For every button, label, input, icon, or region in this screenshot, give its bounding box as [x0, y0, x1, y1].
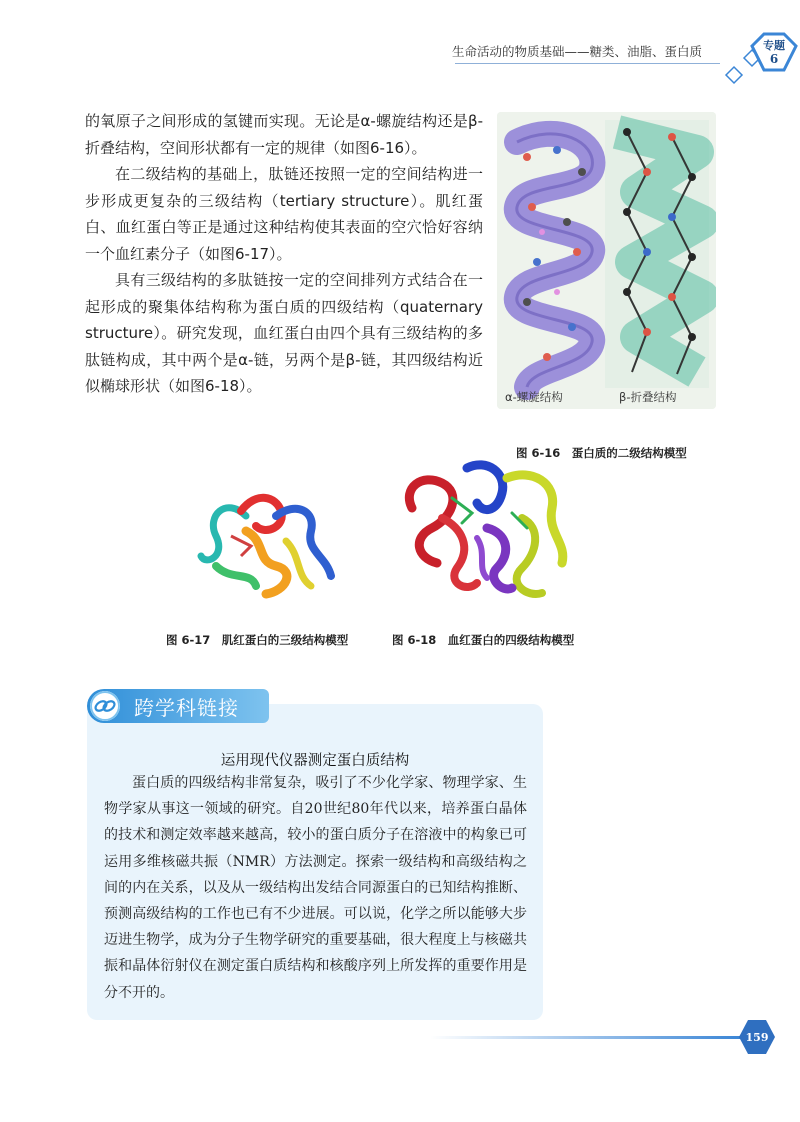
myoglobin-tertiary-image [186, 486, 346, 604]
page-number-badge [738, 1018, 776, 1056]
body-text [85, 108, 483, 400]
badge-label: 专题 [763, 39, 785, 52]
box-text: 蛋白质的四级结构非常复杂，吸引了不少化学家、物理学家、生物学家从事这一领域的研究。自20世纪80年代以来，培养蛋白晶体的技术和测定效率越来越高，较小的蛋白质分子在溶液中的构象已可运用多维核磁共振（NMR）方法测定。探索一级结构和高级结构之间的内在关系，以及从一级结构出发结合同源蛋白的已知结构推断、预测高级结构的工作也已有不少进展。可以说，化学之所以能够大步迈进生物学，成为分子生物学研究的重要基础，很大程度上与核磁共振和晶体衍射仪在测定蛋白质结构和核酸序列上所发挥的重要作用是分不开的。 [104, 775, 527, 1001]
paragraph-2: 在二级结构的基础上，肽链还按照一定的空间结构进一步形成更复杂的三级结构（tertiary structure）。肌红蛋白、血红蛋白等正是通过这种结构使其表面的空穴恰好容纳一个血红素分子（如图6-17）。 [85, 165, 483, 263]
secondary-structure-image [497, 112, 716, 409]
chapter-badge [722, 30, 800, 90]
box-title: 运用现代仪器测定蛋白质结构 [220, 753, 410, 769]
figure-6-18-caption: 图 6-18 血红蛋白的四级结构模型 [392, 633, 575, 647]
paragraph-3: 具有三级结构的多肽链按一定的空间排列方式结合在一起形成的聚集体结构称为蛋白质的四级结构（quaternary structure）。研究发现，血红蛋白由四个具有三级结构的多肽链构成，其中两个是α-链，另两个是β-链，其四级结构近似椭球形状（如图6-18）。 [85, 271, 483, 395]
figure-6-16-caption: 图 6-16 蛋白质的二级结构模型 [516, 446, 687, 460]
running-header: 生命活动的物质基础——糖类、油脂、蛋白质 [452, 44, 703, 59]
figure-6-16 [497, 112, 716, 409]
header-rule [455, 63, 720, 64]
figure-6-17-caption: 图 6-17 肌红蛋白的三级结构模型 [166, 633, 349, 647]
badge-number: 6 [769, 52, 779, 66]
beta-sheet-label: β-折叠结构 [619, 390, 677, 404]
interdisciplinary-tab-label: 跨学科链接 [134, 696, 239, 720]
footer-rule [430, 1036, 740, 1039]
link-icon [90, 691, 120, 721]
page-number: 159 [745, 1031, 769, 1044]
hemoglobin-quaternary-image [392, 458, 574, 608]
alpha-helix-label: α-螺旋结构 [505, 390, 563, 404]
paragraph-1: 的氧原子之间形成的氢键而实现。无论是α-螺旋结构还是β-折叠结构，空间形状都有一定的规律（如图6-16）。 [85, 112, 483, 157]
